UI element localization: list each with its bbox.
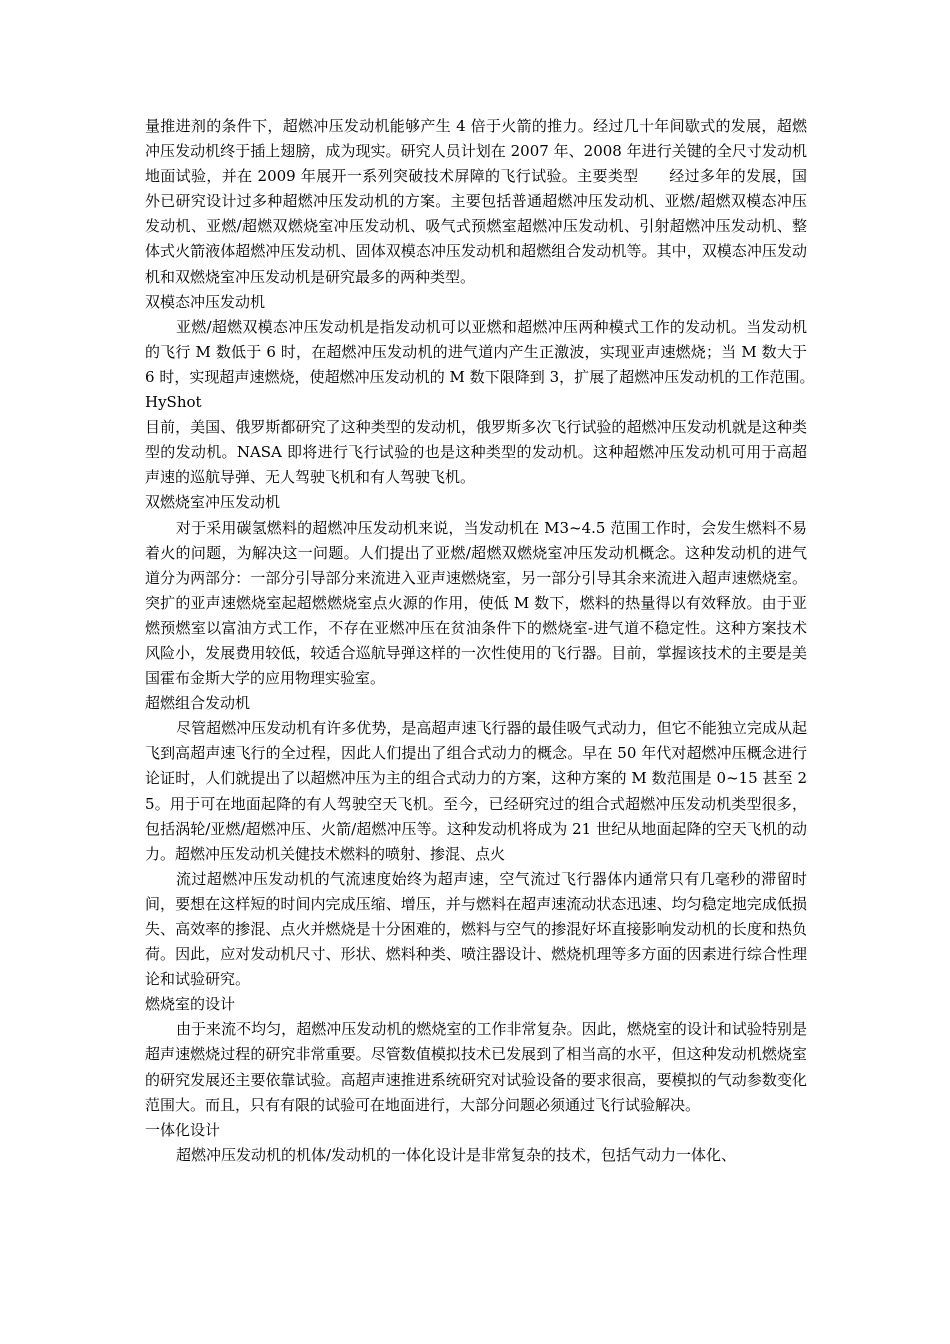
paragraph-dual-mode-2: 目前，美国、俄罗斯都研究了这种类型的发动机，俄罗斯多次飞行试验的超燃冲压发动机就是这种类型的发动机。NASA 即将进行飞行试验的也是这种类型的发动机。这种超燃冲压发动机可用于高超声速的巡航导弹、无人驾驶飞机和有人驾驶飞机。	[145, 418, 807, 487]
paragraph-dual-combustor: 对于采用碳氢燃料的超燃冲压发动机来说，当发动机在 M3~4.5 范围工作时，会发生燃料不易着火的问题，为解决这一问题。人们提出了亚燃/超燃双燃烧室冲压发动机概念。这种发动机的进气道分为两部分：一部分引导部分来流进入亚声速燃烧室，另一部分引导其余来流进入超声速燃烧室。突扩的亚声速燃烧室起超燃燃烧室点火源的作用，使低 M 数下，燃料的热量得以有效释放。由于亚燃预燃室以富油方式工作，不存在亚燃冲压在贫油条件下的燃烧室-进气道不稳定性。这种方案技术风险小，发展费用较低，较适合巡航导弹这样的一次性使用的飞行器。目前，掌握该技术的主要是美国霍布金斯大学的应用物理实验室。	[145, 518, 807, 688]
heading-dual-combustor: 双燃烧室冲压发动机	[145, 493, 281, 512]
heading-dual-mode: 双模态冲压发动机	[145, 292, 266, 311]
paragraph-combined-engine: 尽管超燃冲压发动机有许多优势，是高超声速飞行器的最佳吸气式动力，但它不能独立完成从起飞到高超声速飞行的全过程，因此人们提出了组合式动力的概念。早在 50 年代对超燃冲压概念进行论证时，人们就提出了以超燃冲压为主的组合式动力的方案，这种方案的 M 数范围是 0~15 甚至 25。用于可在地面起降的有人驾驶空天飞机。至今，已经研究过的组合式超燃冲压发动机类型很多，包括涡轮/亚燃/超燃冲压、火箭/超燃冲压等。这种发动机将成为 21 世纪从地面起降的空天飞机的动力。超燃冲压发动机关健技术燃料的喷射、掺混、点火	[145, 719, 807, 863]
paragraph-dual-mode-1: 亚燃/超燃双模态冲压发动机是指发动机可以亚燃和超燃冲压两种模式工作的发动机。当发动机的飞行 M 数低于 6 时，在超燃冲压发动机的进气道内产生正激波，实现亚声速燃烧；当 M 数大于 6 时，实现超声速燃烧，使超燃冲压发动机的 M 数下限降到 3，扩展了超燃冲压发动机的工作范围。 HyShot	[145, 317, 827, 412]
paragraph-integrated-design: 超燃冲压发动机的机体/发动机的一体化设计是非常复杂的技术，包括气动力一体化、	[176, 1145, 737, 1164]
paragraph-intro-continued: 量推进剂的条件下，超燃冲压发动机能够产生 4 倍于火箭的推力。经过几十年间歇式的发展，超燃冲压发动机终于插上翅膀，成为现实。研究人员计划在 2007 年、2008 年进行关键的全尺寸发动机地面试验，并在 2009 年展开一系列突破技术屏障的飞行试验。主要类型 经过多年的发展，国外已研究设计过多种超燃冲压发动机的方案。主要包括普通超燃冲压发动机、亚燃/超燃双模态冲压发动机、亚燃/超燃双燃烧室冲压发动机、吸气式预燃室超燃冲压发动机、引射超燃冲压发动机、整体式火箭液体超燃冲压发动机、固体双模态冲压发动机和超燃组合发动机等。其中，双模态冲压发动机和双燃烧室冲压发动机是研究最多的两种类型。	[145, 117, 807, 286]
heading-combustor-design: 燃烧室的设计	[145, 995, 236, 1014]
heading-combined-engine: 超燃组合发动机	[145, 694, 251, 713]
document-page	[145, 114, 827, 1168]
paragraph-fuel-injection: 流过超燃冲压发动机的气流速度始终为超声速，空气流过飞行器体内通常只有几毫秒的滞留时间，要想在这样短的时间内完成压缩、增压，并与燃料在超声速流动状态迅速、均匀稳定地完成低损失、高效率的掺混、点火并燃烧是十分困难的，燃料与空气的掺混好坏直接影响发动机的长度和热负荷。因此，应对发动机尺寸、形状、燃料种类、喷注器设计、燃烧机理等多方面的因素进行综合性理论和试验研究。	[145, 869, 807, 989]
paragraph-combustor-design: 由于来流不均匀，超燃冲压发动机的燃烧室的工作非常复杂。因此，燃烧室的设计和试验特别是超声速燃烧过程的研究非常重要。尽管数值模拟技术已发展到了相当高的水平，但这种发动机燃烧室的研究发展还主要依靠试验。高超声速推进系统研究对试验设备的要求很高，要模拟的气动参数变化范围大。而且，只有有限的试验可在地面进行，大部分问题必须通过飞行试验解决。	[145, 1020, 807, 1114]
heading-integrated-design: 一体化设计	[145, 1120, 221, 1139]
